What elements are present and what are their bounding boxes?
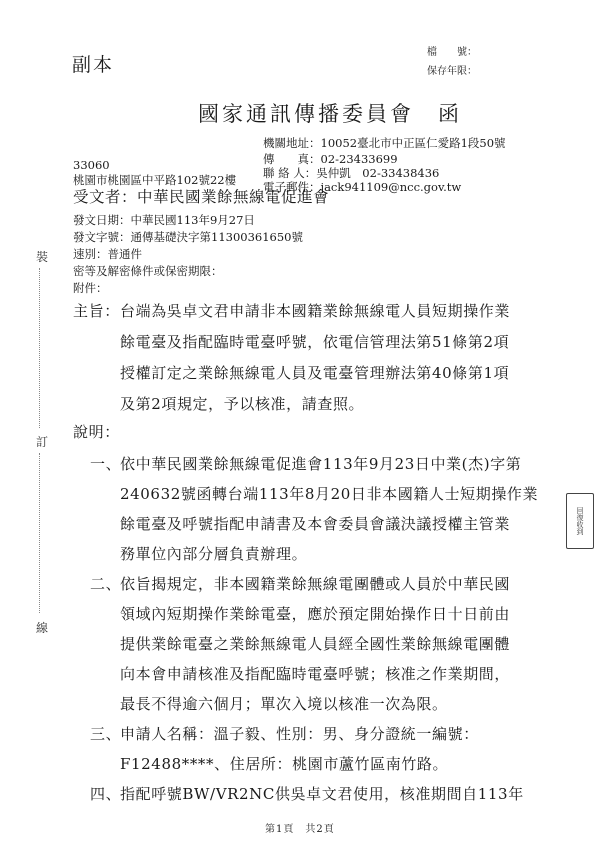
item-line: 向本會申請核准及指配臨時電臺呼號；核准之作業期間， [120,665,511,683]
agency-fax: 傳 真：02-23433699 [263,152,398,166]
recipient-address: 桃園市桃園區中平路102號22樓 [73,173,237,187]
subject-line: 及第2項規定，予以核准，請查照。 [120,395,365,413]
binding-margin-bottom: 線 [36,621,49,635]
subject-line: 台端為吳卓文君申請非本國籍業餘無線電人員短期操作業 [120,302,511,320]
subject-label: 主旨： [73,302,120,320]
explanation-label: 說明： [73,423,120,441]
document-number: 發文字號：通傳基礎決字第11300361650號 [73,230,303,244]
retention-period-label: 保存年限： [427,66,477,77]
item-number: 一、 [90,455,122,473]
binding-margin-middle: 訂 [36,435,49,449]
delivery-speed: 速別：普通件 [73,247,142,261]
issue-date: 發文日期：中華民國113年9月27日 [73,213,255,227]
item-line: 指配呼號BW/VR2NC供吳卓文君使用，核准期間自113年 [120,785,524,803]
item-number: 三、 [90,725,122,743]
item-number: 四、 [90,785,122,803]
document-title: 國家通訊傳播委員會 函 [198,102,462,126]
recipient-zip: 33060 [73,158,110,172]
agency-address: 機關地址：10052臺北市中正區仁愛路1段50號 [263,136,506,150]
subject-line: 授權訂定之業餘無線電人員及電臺管理辦法第40條第1項 [120,364,510,382]
security-level: 密等及解密條件或保密期限： [73,264,223,278]
page-number: 第1頁 共2頁 [265,824,335,835]
agency-contact: 聯 絡 人：吳仲凱 02-33438436 [263,166,440,180]
item-number: 二、 [90,575,122,593]
item-line: 申請人名稱：溫子毅、性別：男、身分證統一編號： [120,725,479,743]
item-line: 務單位內部分層負責辦理。 [120,545,308,563]
binding-margin-top: 裝 [36,250,49,264]
item-line: 240632號函轉台端113年8月20日非本國籍人士短期操作業 [120,485,539,503]
item-line: 餘電臺及呼號指配申請書及本會委員會議決議授權主管業 [120,515,511,533]
attachments: 附件： [73,281,108,295]
binding-dotted-line [39,453,41,613]
agency-email: 電子郵件：jack941109@ncc.gov.tw [263,180,462,194]
item-line: 依旨揭規定，非本國籍業餘無線電團體或人員於中華民國 [120,575,511,593]
item-line: F12488****、住居所：桃園市蘆竹區南竹路。 [120,755,449,773]
receipt-stamp: 回復收到 [566,493,594,549]
copy-mark: 副本 [72,54,115,76]
file-number-label: 檔 號： [427,47,477,58]
item-line: 提供業餘電臺之業餘無線電人員經全國性業餘無線電團體 [120,635,511,653]
item-line: 最長不得逾六個月；單次入境以核准一次為限。 [120,695,448,713]
item-line: 領域內短期操作業餘電臺，應於預定開始操作日十日前由 [120,605,511,623]
item-line: 依中華民國業餘無線電促進會113年9月23日中業(杰)字第 [120,455,522,473]
binding-dotted-line [39,268,41,428]
subject-line: 餘電臺及指配臨時電臺呼號，依電信管理法第51條第2項 [120,333,510,351]
recipient: 受文者：中華民國業餘無線電促進會 [73,188,330,206]
